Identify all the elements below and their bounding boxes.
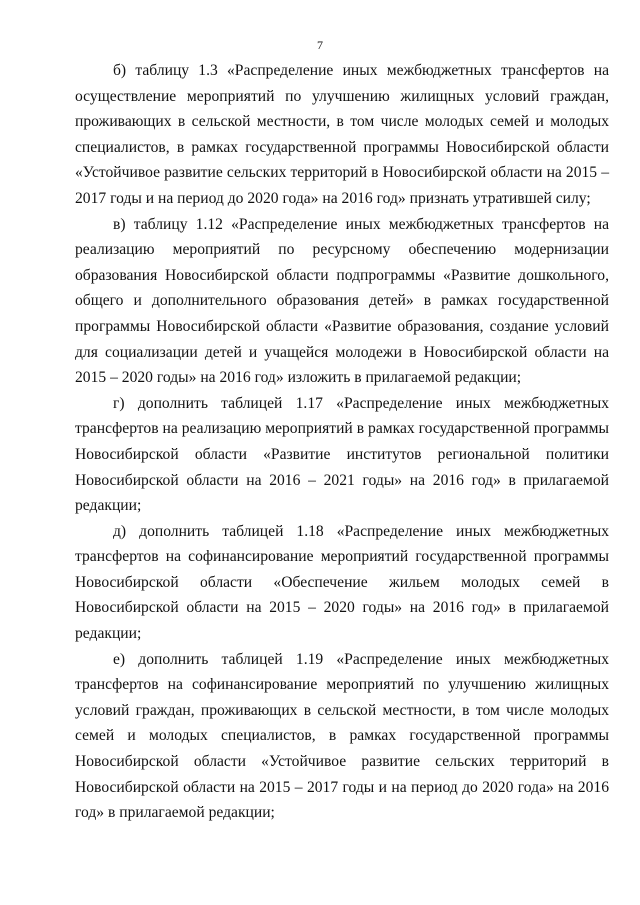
page-number: 7 (317, 38, 323, 52)
paragraph-text: дополнить таблицей 1.19 «Распределение иных межбюджетных трансфертов на софинансирование мероприятий по улучшению жилищных условий граждан, проживающих в сельской местности, в том числе молодых семей и молодых специалистов, в рамках государственной программы Новосибирской области «Устойчивое развитие сельских территорий в Новосибирской области на 2015 – 2017 годы и на период до 2020 года» на 2016 год» в прилагаемой редакции; (75, 650, 609, 822)
paragraph-d (75, 519, 609, 647)
paragraph-text: таблицу 1.12 «Распределение иных межбюджетных трансфертов на реализацию мероприятий по ресурсному обеспечению модернизации образования Новосибирской области подпрограммы «Развитие дошкольного, общего и дополнительного образования детей» в рамках государственной программы Новосибирской области «Развитие образования, создание условий для социализации детей и учащейся молодежи в Новосибирской области на 2015 – 2020 годы» на 2016 год» изложить в прилагаемой редакции; (75, 215, 609, 387)
paragraph-marker: д) (113, 522, 127, 540)
paragraph-e (75, 647, 609, 826)
paragraph-marker: в) (113, 215, 126, 233)
paragraph-v (75, 212, 609, 391)
paragraph-marker: г) (113, 394, 125, 412)
paragraph-text: дополнить таблицей 1.17 «Распределение иных межбюджетных трансфертов на реализацию мероприятий в рамках государственной программы Новосибирской области «Развитие институтов региональной политики Новосибирской области на 2016 – 2021 годы» на 2016 год» в прилагаемой редакции; (75, 394, 609, 515)
paragraph-b (75, 58, 609, 212)
paragraph-text: таблицу 1.3 «Распределение иных межбюджетных трансфертов на осуществление мероприятий по улучшению жилищных условий граждан, проживающих в сельской местности, в том числе молодых семей и молодых специалистов, в рамках государственной программы Новосибирской области «Устойчивое развитие сельских территорий в Новосибирской области на 2015 – 2017 годы и на период до 2020 года» на 2016 год» признать утратившей силу; (75, 62, 609, 207)
document-body (75, 58, 609, 826)
paragraph-g (75, 391, 609, 519)
paragraph-text: дополнить таблицей 1.18 «Распределение иных межбюджетных трансфертов на софинансирование мероприятий государственной программы Новосибирской области «Обеспечение жильем молодых семей в Новосибирской области на 2015 – 2020 годы» на 2016 год» в прилагаемой редакции; (75, 522, 609, 643)
paragraph-marker: е) (113, 650, 126, 668)
paragraph-marker: б) (113, 62, 127, 79)
